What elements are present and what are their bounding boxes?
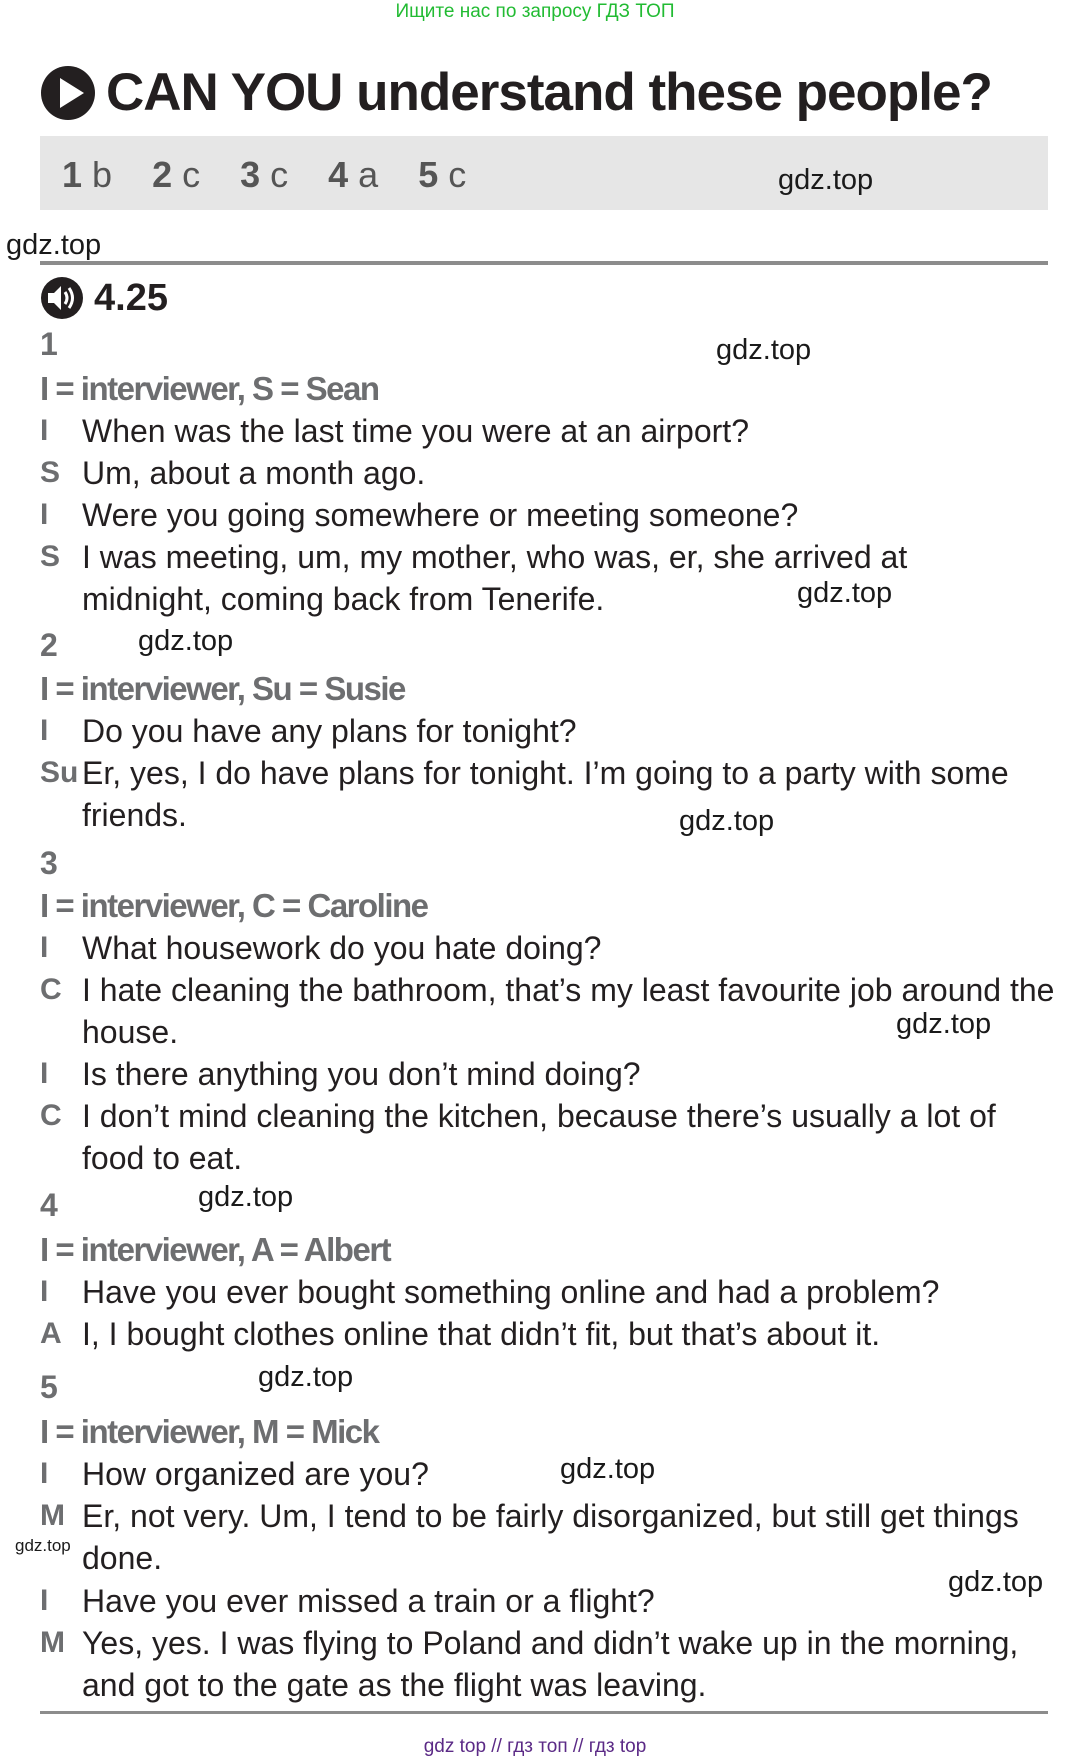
answer-letter: b bbox=[92, 154, 113, 195]
speaker-tag: S bbox=[40, 540, 61, 573]
watermark: gdz.top bbox=[797, 577, 893, 609]
speaker-tag: M bbox=[40, 1626, 65, 1659]
answer-key bbox=[62, 154, 466, 196]
utterance: Is there anything you don’t mind doing? bbox=[82, 1056, 641, 1092]
page-title: CAN YOU understand these people? bbox=[106, 63, 992, 122]
utterance: Were you going somewhere or meeting someone? bbox=[82, 497, 799, 533]
speaker-legend: I = interviewer, M = Mick bbox=[40, 1413, 379, 1450]
utterance: Have you ever missed a train or a flight? bbox=[82, 1583, 655, 1619]
answer-letter: a bbox=[358, 154, 379, 195]
answer-item bbox=[240, 154, 288, 196]
speaker-tag: M bbox=[40, 1499, 65, 1532]
speaker-legend: I = interviewer, A = Albert bbox=[40, 1231, 391, 1268]
speaker-tag: I bbox=[40, 414, 49, 447]
answer-letter: c bbox=[182, 154, 201, 195]
watermark: gdz.top bbox=[896, 1008, 992, 1040]
answer-number: 5 bbox=[418, 154, 439, 195]
watermark: gdz.top bbox=[679, 805, 775, 837]
answer-number: 1 bbox=[62, 154, 83, 195]
answer-letter: c bbox=[270, 154, 289, 195]
utterance: How organized are you? bbox=[82, 1456, 429, 1492]
utterance: What housework do you hate doing? bbox=[82, 930, 602, 966]
section-number: 4 bbox=[40, 1187, 58, 1223]
utterance: I, I bought clothes online that didn’t fit, but that’s about it. bbox=[82, 1316, 881, 1352]
speaker-tag: I bbox=[40, 714, 49, 747]
page-header bbox=[40, 62, 992, 123]
speaker-tag: S bbox=[40, 456, 61, 489]
audio-speaker-icon[interactable] bbox=[40, 276, 84, 320]
watermark: gdz.top bbox=[560, 1453, 656, 1485]
divider bbox=[40, 1711, 1048, 1714]
watermark: gdz.top bbox=[778, 164, 874, 196]
section-number: 1 bbox=[40, 326, 58, 362]
utterance: I was meeting, um, my mother, who was, er, she arrived at midnight, coming back from Tenerife. bbox=[82, 539, 908, 617]
divider bbox=[40, 261, 1048, 265]
speaker-legend: I = interviewer, C = Caroline bbox=[40, 887, 428, 924]
section-number: 3 bbox=[40, 845, 58, 881]
watermark: gdz.top bbox=[258, 1361, 354, 1393]
footer-watermark: gdz top // гдз топ // гдз top bbox=[423, 1736, 647, 1757]
speaker-tag: I bbox=[40, 1057, 49, 1090]
utterance: I don’t mind cleaning the kitchen, because there’s usually a lot of food to eat. bbox=[82, 1098, 996, 1176]
speaker-legend: I = interviewer, S = Sean bbox=[40, 370, 379, 407]
watermark: gdz.top bbox=[6, 229, 102, 261]
speaker-tag: I bbox=[40, 1457, 49, 1490]
answer-item bbox=[152, 154, 200, 196]
utterance: Yes, yes. I was flying to Poland and didn’t wake up in the morning, and got to the gate as the flight was leaving. bbox=[82, 1625, 1019, 1703]
utterance: When was the last time you were at an airport? bbox=[82, 413, 749, 449]
watermark: gdz.top bbox=[948, 1566, 1044, 1598]
answer-number: 4 bbox=[328, 154, 349, 195]
watermark: gdz.top bbox=[15, 1536, 71, 1555]
section-number: 5 bbox=[40, 1369, 58, 1405]
speaker-tag: I bbox=[40, 1584, 49, 1617]
play-icon bbox=[40, 65, 96, 121]
answer-item bbox=[418, 154, 466, 196]
utterance: Um, about a month ago. bbox=[82, 455, 426, 491]
utterance: Er, not very. Um, I tend to be fairly disorganized, but still get things done. bbox=[82, 1498, 1019, 1576]
watermark: gdz.top bbox=[198, 1181, 294, 1213]
answer-item bbox=[328, 154, 378, 196]
speaker-tag: I bbox=[40, 1275, 49, 1308]
speaker-tag: I bbox=[40, 931, 49, 964]
speaker-tag: A bbox=[40, 1317, 62, 1350]
speaker-tag: I bbox=[40, 498, 49, 531]
speaker-legend: I = interviewer, Su = Susie bbox=[40, 670, 405, 707]
top-search-note: Ищите нас по запросу ГДЗ ТОП bbox=[395, 1, 675, 22]
answer-item bbox=[62, 154, 112, 196]
utterance: I hate cleaning the bathroom, that’s my least favourite job around the house. bbox=[82, 972, 1055, 1050]
audio-track-header bbox=[40, 276, 168, 320]
answer-key-box bbox=[40, 136, 1048, 210]
answer-letter: c bbox=[448, 154, 467, 195]
answer-number: 3 bbox=[240, 154, 261, 195]
speaker-tag: C bbox=[40, 973, 62, 1006]
answer-number: 2 bbox=[152, 154, 173, 195]
speaker-tag: Su bbox=[40, 756, 79, 789]
watermark: gdz.top bbox=[716, 334, 812, 366]
utterance: Have you ever bought something online and had a problem? bbox=[82, 1274, 940, 1310]
track-number: 4.25 bbox=[94, 276, 168, 319]
speaker-tag: C bbox=[40, 1099, 62, 1132]
watermark: gdz.top bbox=[138, 625, 234, 657]
utterance: Do you have any plans for tonight? bbox=[82, 713, 577, 749]
utterance: Er, yes, I do have plans for tonight. I’m going to a party with some friends. bbox=[82, 755, 1009, 833]
section-number: 2 bbox=[40, 627, 58, 663]
